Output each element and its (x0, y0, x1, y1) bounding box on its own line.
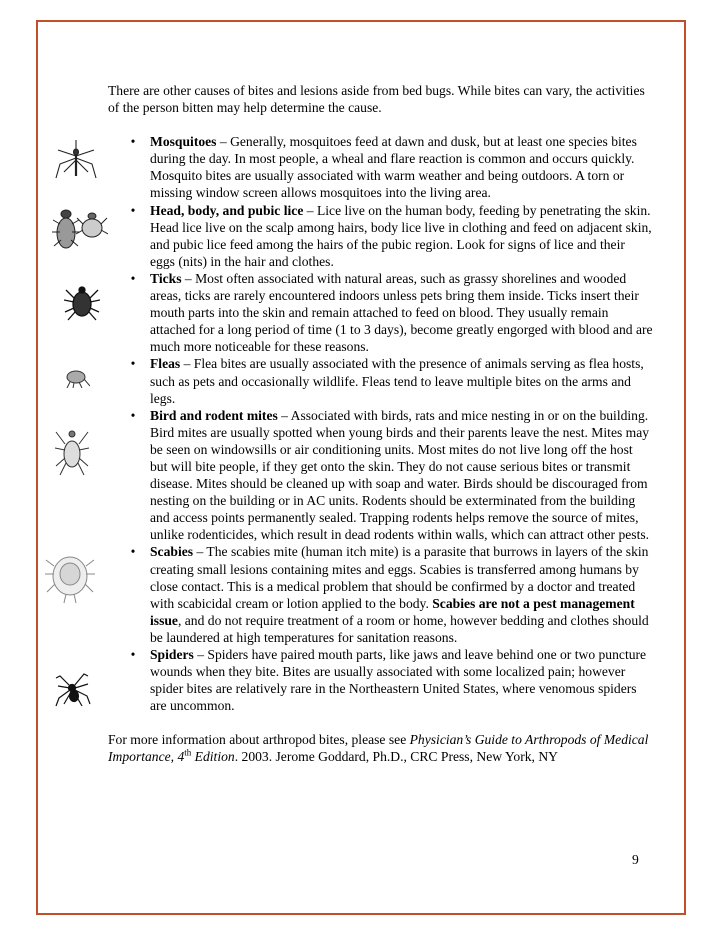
description: – Lice live on the human body, feeding by penetrating the skin. Head lice live on the scalp among hairs, body lice live in clothing and feed on adjacent skin, and pubic lice feed among the hairs of the pubic region. Look for signs of lice and their eggs (nits) in the hair and clothes. (150, 202, 652, 269)
mosquito-icon (54, 138, 98, 184)
reference-rest: . 2003. Jerome Goddard, Ph.D., CRC Press, New York, NY (234, 749, 558, 765)
list-item-scabies (108, 543, 653, 646)
book-title: Physician’s Guide to Arthropods of Medical Importance, 4 (108, 732, 649, 765)
spider-icon (54, 672, 92, 710)
edition-superscript: th (184, 747, 192, 758)
edition-label: Edition (191, 749, 235, 765)
description: – Spiders have paired mouth parts, like jaws and leave behind one or two puncture wounds when they bite. Bites are usually associated with some localized pain; however spider bites are relatively rare in the Northeastern United States, where venomous spiders are uncommon. (150, 647, 647, 714)
description: – Flea bites are usually associated with the presence of animals serving as flea hosts, such as pets and occasionally wildlife. Fleas tend to leave multiple bites on the arms and legs. (150, 356, 644, 406)
description-tail: , and do not require treatment of a room or home, however bedding and clothes should be laundered at high temperatures for sanitation reasons. (150, 612, 649, 645)
term: Bird and rodent mites (150, 407, 278, 423)
term: Head, body, and pubic lice (150, 202, 304, 218)
term: Scabies (150, 544, 194, 560)
list-item-spiders (108, 646, 653, 714)
intro-paragraph: There are other causes of bites and lesions aside from bed bugs. While bites can vary, the activities of the person bitten may help determine the cause. (108, 83, 645, 116)
bullet: • (130, 647, 136, 662)
flea-icon (64, 368, 90, 388)
tick-icon (64, 282, 100, 322)
description: – Most often associated with natural areas, such as grassy shorelines and wooded areas, ticks are rarely encountered indoors unless pets bring them inside. Ticks insert their mouth parts into the skin and remain attached to feed on blood. They usually remain attached for a long period of time (1 to 3 days), become greatly engorged with blood and are much more noticeable for these reasons. (150, 270, 653, 355)
reference-paragraph (108, 731, 653, 765)
reference-lead: For more information about arthropod bites, please see (108, 732, 410, 748)
list-item-lice (108, 202, 653, 270)
list-item-mosquitoes (108, 133, 653, 201)
bullet: • (130, 134, 136, 150)
bullet: • (130, 270, 136, 286)
bullet: • (130, 356, 136, 372)
lice-icon (52, 206, 108, 252)
term: Spiders (150, 647, 194, 662)
bullet: • (130, 544, 136, 560)
description: – Associated with birds, rats and mice nesting in or on the building. Bird mites are usually spotted when young birds and their parents leave the nest. Mites may be seen on windowsills or air conditioning units. Most mites do not live long off the host but will bite people, if they get onto the skin. They do not cause serious bites or transmit disease. Mites should be cleaned up with soap and water. Birds should be discouraged from nesting on the building or in AC units. Rodents should be exterminated from the building and access points permanently sealed. Trapping rodents helps remove the source of mites, unlike rodenticides, which result in dead rodents within walls, which can attract other pests. (150, 407, 650, 543)
bite-causes-list (108, 133, 653, 714)
bullet: • (130, 407, 136, 423)
list-item-ticks (108, 270, 653, 355)
list-item-mites (108, 407, 653, 544)
mite-icon (54, 428, 90, 476)
term: Mosquitoes (150, 134, 217, 150)
description: – The scabies mite (human itch mite) is a parasite that burrows in layers of the skin creating small lesions containing mites and eggs. Scabies is transferred among humans by close contact. This is a medical problem that should be confirmed by a doctor and treated with scabicidal cream or lotion applied to the body. (150, 544, 649, 611)
list-item-fleas (108, 355, 653, 406)
page-number: 9 (632, 852, 639, 867)
scabies-mite-icon (44, 548, 96, 604)
description: – Generally, mosquitoes feed at dawn and dusk, but at least one species bites during the day. In most people, a wheal and flare reaction is common and occurs quickly. Mosquito bites are usually associated with warm weather and being outdoors. A torn or missing window screen allows mosquitoes into the living area. (150, 134, 637, 201)
document-body (108, 82, 653, 766)
bullet: • (130, 202, 136, 218)
emphasis: Scabies are not a pest management issue (150, 595, 635, 628)
term: Fleas (150, 356, 181, 372)
term: Ticks (150, 270, 182, 286)
